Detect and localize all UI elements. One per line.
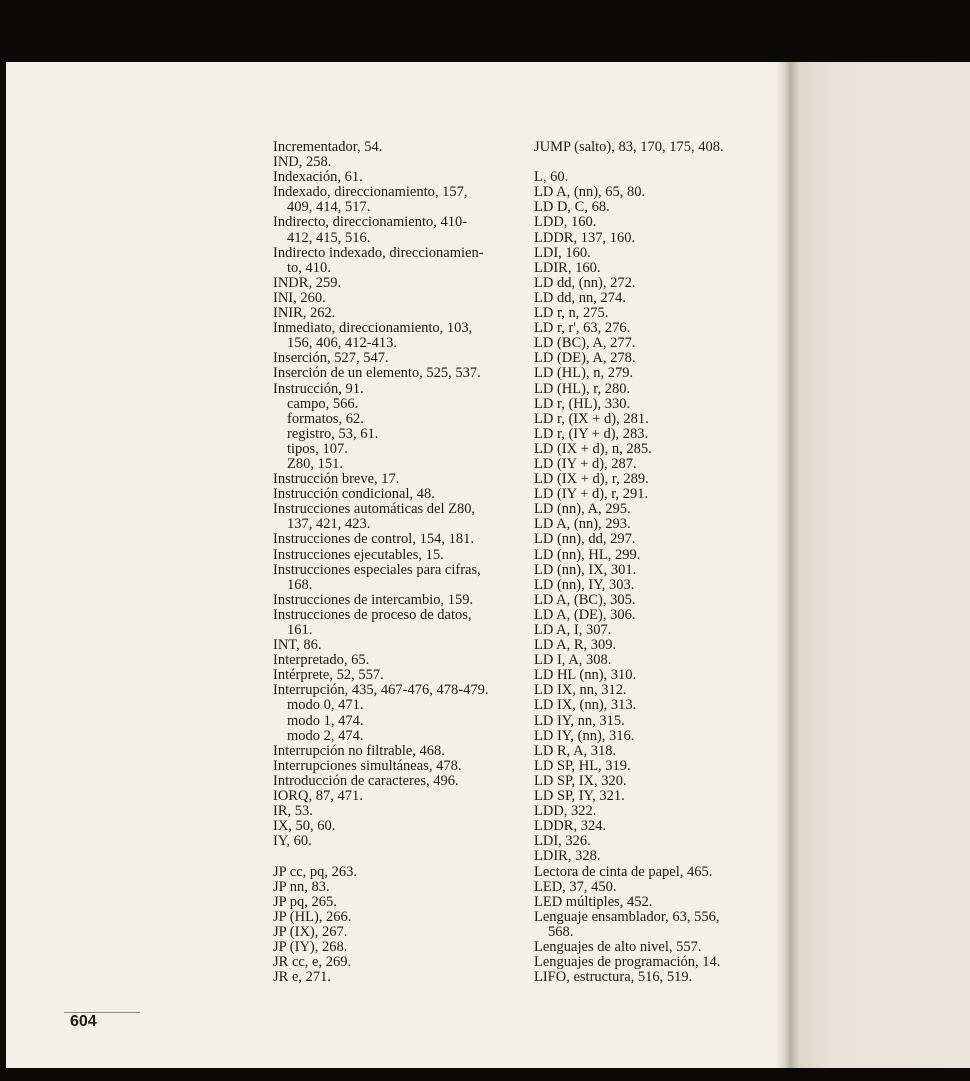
book-gutter (775, 62, 803, 1070)
index-entry-continuation: to, 410. (287, 259, 331, 276)
index-entry: LD r, (IX + d), 281. (534, 410, 649, 427)
index-entry: LD IX, (nn), 313. (534, 697, 637, 714)
index-entry: JUMP (salto), 83, 170, 175, 408. (534, 139, 724, 155)
index-entry: INT, 86. (273, 637, 322, 654)
index-entry: LD (nn), IX, 301. (534, 561, 637, 578)
index-entry: JP (IX), 267. (273, 923, 348, 940)
index-entry: LDI, 326. (534, 833, 591, 850)
index-entry: IY, 60. (273, 833, 312, 850)
index-entry: LD IY, (nn), 316. (534, 727, 635, 744)
index-column-right (534, 140, 756, 985)
index-entry: Lenguaje ensamblador, 63, 556, (534, 908, 720, 925)
index-entry: JP nn, 83. (273, 878, 330, 895)
index-entry: LD A, (DE), 306. (534, 606, 636, 623)
index-entry-continuation: 568. (548, 923, 574, 940)
index-entry: INIR, 262. (273, 305, 336, 322)
index-entry: LD (IY + d), r, 291. (534, 486, 649, 503)
index-entry: Inserción, 527, 547. (273, 350, 389, 367)
index-entry: JP (IY), 268. (273, 938, 348, 955)
index-entry-continuation: 409, 414, 517. (287, 199, 371, 216)
index-entry: LD (nn), A, 295. (534, 501, 631, 518)
index-entry: LD A, (nn), 293. (534, 516, 631, 533)
index-entry: JR e, 271. (273, 969, 331, 986)
index-entry: LD (BC), A, 277. (534, 335, 636, 352)
index-entry: Instrucciones de intercambio, 159. (273, 591, 474, 608)
index-entry: JP pq, 265. (273, 893, 337, 910)
index-entry: LDDR, 324. (534, 818, 607, 835)
index-entry: Lenguajes de programación, 14. (534, 954, 721, 971)
index-entry: LD (IX + d), r, 289. (534, 471, 649, 488)
index-entry: LD SP, HL, 319. (534, 757, 631, 774)
index-entry: LD SP, IY, 321. (534, 788, 625, 805)
index-entry: IND, 258. (273, 154, 332, 171)
index-entry: LD (HL), r, 280. (534, 380, 631, 397)
index-entry: LD dd, (nn), 272. (534, 274, 636, 291)
index-entry: LD (IX + d), n, 285. (534, 440, 652, 457)
scan-border (6, 1068, 970, 1081)
index-entry: Inmediato, direccionamiento, 103, (273, 320, 473, 337)
page-number: 604 (70, 1013, 97, 1030)
index-entry-continuation: 412, 415, 516. (287, 229, 371, 246)
index-entry-continuation: 161. (287, 622, 313, 638)
index-entry: Instrucciones especiales para cifras, (273, 561, 481, 578)
index-entry: Instrucciones de control, 154, 181. (273, 531, 474, 548)
index-entry: IORQ, 87, 471. (273, 788, 363, 805)
index-subentry: modo 2, 474. (287, 727, 364, 744)
index-entry: LD HL (nn), 310. (534, 667, 637, 684)
index-entry: Intérprete, 52, 557. (273, 667, 384, 684)
index-entry-continuation: 168. (287, 576, 313, 593)
index-entry-continuation: 137, 421, 423. (287, 516, 371, 533)
index-entry: Interrupción no filtrable, 468. (273, 742, 445, 759)
index-entry: Instrucciones ejecutables, 15. (273, 546, 444, 563)
index-entry: Instrucción, 91. (273, 380, 364, 397)
index-subentry: modo 0, 471. (287, 697, 364, 714)
index-subentry: tipos, 107. (287, 440, 348, 457)
index-entry: LDD, 160. (534, 214, 597, 231)
index-entry: Interpretado, 65. (273, 652, 370, 669)
index-entry: LD A, I, 307. (534, 622, 612, 638)
index-entry: Instrucciones de proceso de datos, (273, 606, 472, 623)
index-entry: LDD, 322. (534, 803, 597, 820)
index-entry: Lenguajes de alto nivel, 557. (534, 938, 702, 955)
index-entry: LD dd, nn, 274. (534, 289, 626, 306)
index-entry: IX, 50, 60. (273, 818, 336, 835)
index-entry: LD r, (HL), 330. (534, 395, 631, 412)
index-subentry: Z80, 151. (287, 455, 343, 472)
index-entry: LD A, (BC), 305. (534, 591, 636, 608)
index-entry: INI, 260. (273, 289, 326, 306)
index-entry: JP cc, pq, 263. (273, 863, 358, 880)
index-entry: INDR, 259. (273, 274, 342, 291)
index-entry: IR, 53. (273, 803, 313, 820)
index-entry: LD R, A, 318. (534, 742, 617, 759)
index-entry: LD (HL), n, 279. (534, 365, 634, 382)
index-entry: LD IY, nn, 315. (534, 712, 625, 729)
index-subentry: formatos, 62. (287, 410, 364, 427)
index-entry: LD (DE), A, 278. (534, 350, 636, 367)
index-entry: Indirecto indexado, direccionamien- (273, 244, 484, 261)
index-entry: Interrupción, 435, 467-476, 478-479. (273, 682, 489, 699)
index-entry: Indirecto, direccionamiento, 410- (273, 214, 468, 231)
index-entry: LD (nn), dd, 297. (534, 531, 636, 548)
index-entry: Instrucción breve, 17. (273, 471, 400, 488)
index-entry: LD A, (nn), 65, 80. (534, 184, 646, 201)
index-entry: Incrementador, 54. (273, 139, 383, 155)
index-entry: JP (HL), 266. (273, 908, 352, 925)
index-subentry: registro, 53, 61. (287, 425, 379, 442)
index-entry: LDIR, 328. (534, 848, 601, 865)
index-entry: Indexación, 61. (273, 169, 363, 186)
index-entry: LED múltiples, 452. (534, 893, 653, 910)
index-entry: LD (nn), HL, 299. (534, 546, 641, 563)
index-entry: LIFO, estructura, 516, 519. (534, 969, 693, 986)
index-entry: Lectora de cinta de papel, 465. (534, 863, 713, 880)
index-entry: LD IX, nn, 312. (534, 682, 627, 699)
facing-page-edge (800, 62, 970, 1070)
index-entry: Indexado, direccionamiento, 157, (273, 184, 468, 201)
index-entry: LDI, 160. (534, 244, 591, 261)
index-entry: Instrucción condicional, 48. (273, 486, 435, 503)
index-entry: LD A, R, 309. (534, 637, 617, 654)
index-subentry: campo, 566. (287, 395, 359, 412)
index-entry: LD D, C, 68. (534, 199, 610, 216)
index-entry: LED, 37, 450. (534, 878, 617, 895)
index-entry: LDDR, 137, 160. (534, 229, 636, 246)
index-entry: Introducción de caracteres, 496. (273, 772, 459, 789)
index-subentry: modo 1, 474. (287, 712, 364, 729)
index-entry: LDIR, 160. (534, 259, 601, 276)
index-entry: LD (nn), IY, 303. (534, 576, 635, 593)
index-entry: LD r, r', 63, 276. (534, 320, 631, 337)
index-entry: Instrucciones automáticas del Z80, (273, 501, 476, 518)
index-entry: Interrupciones simultáneas, 478. (273, 757, 462, 774)
index-entry: JR cc, e, 269. (273, 954, 352, 971)
index-entry: LD (IY + d), 287. (534, 455, 637, 472)
index-entry: LD r, n, 275. (534, 305, 609, 322)
index-entry: Inserción de un elemento, 525, 537. (273, 365, 481, 382)
index-entry: L, 60. (534, 169, 569, 186)
index-column-left (273, 140, 498, 985)
index-entry-continuation: 156, 406, 412-413. (287, 335, 397, 352)
index-entry: LD r, (IY + d), 283. (534, 425, 649, 442)
index-entry: LD I, A, 308. (534, 652, 612, 669)
index-entry: LD SP, IX, 320. (534, 772, 627, 789)
